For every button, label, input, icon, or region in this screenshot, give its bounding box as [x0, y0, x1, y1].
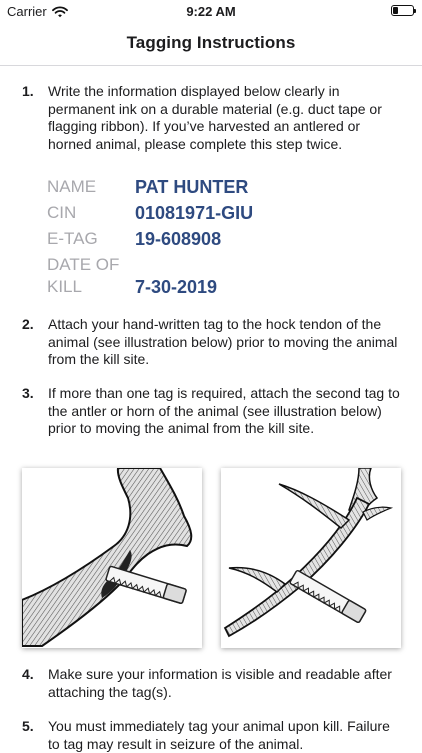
clock: 9:22 AM	[186, 4, 236, 19]
date-label	[47, 254, 135, 298]
info-row-date	[47, 254, 387, 298]
date-label-line2: KILL	[47, 277, 82, 296]
hock-tag-illustration	[22, 468, 202, 648]
info-row-cin	[47, 202, 387, 228]
status-bar	[0, 0, 422, 22]
instruction-step-2	[22, 316, 402, 369]
step-text: Attach your hand-written tag to the hock tendon of the animal (see illustration below) prior to moving the animal from the kill site.	[48, 316, 398, 367]
cin-value: 01081971-GIU	[135, 203, 254, 223]
name-label: NAME	[47, 177, 97, 196]
antler-tag-icon	[221, 468, 401, 648]
info-row-etag	[47, 228, 387, 254]
etag-label: E-TAG	[47, 229, 98, 248]
battery-fill	[393, 7, 398, 14]
step-number: 4.	[22, 666, 34, 682]
instruction-step-4	[22, 666, 402, 701]
info-row-name	[47, 176, 387, 202]
step-text: Make sure your information is visible and readable after attaching the tag(s).	[48, 666, 392, 700]
step-text: You must immediately tag your animal upon kill. Failure to tag may result in seizure of the animal.	[48, 718, 390, 752]
name-value: PAT HUNTER	[135, 177, 249, 197]
instruction-step-5	[22, 718, 402, 753]
date-value: 7-30-2019	[135, 277, 218, 297]
step-text: Write the information displayed below clearly in permanent ink on a durable material (e.g. duct tape or flagging ribbon). If you’ve harvested an antlered or horned animal, please complete this step twice.	[48, 83, 382, 152]
battery-icon	[391, 5, 414, 16]
cin-label: CIN	[47, 203, 77, 222]
step-number: 5.	[22, 718, 34, 734]
carrier-label: Carrier	[7, 4, 47, 19]
navigation-bar	[0, 22, 422, 66]
step-number: 1.	[22, 83, 34, 99]
etag-value: 19-608908	[135, 229, 222, 249]
hunter-info	[47, 176, 387, 298]
step-number: 3.	[22, 385, 34, 401]
instruction-step-1	[22, 83, 402, 153]
page-title: Tagging Instructions	[126, 33, 296, 52]
date-label-line1: DATE OF	[47, 255, 120, 274]
step-text: If more than one tag is required, attach the second tag to the antler or horn of the animal (see illustration below) prior to moving the animal from the kill site.	[48, 385, 400, 436]
antler-tag-illustration	[221, 468, 401, 648]
hock-tag-icon	[22, 468, 202, 648]
step-number: 2.	[22, 316, 34, 332]
instruction-step-3	[22, 385, 402, 438]
